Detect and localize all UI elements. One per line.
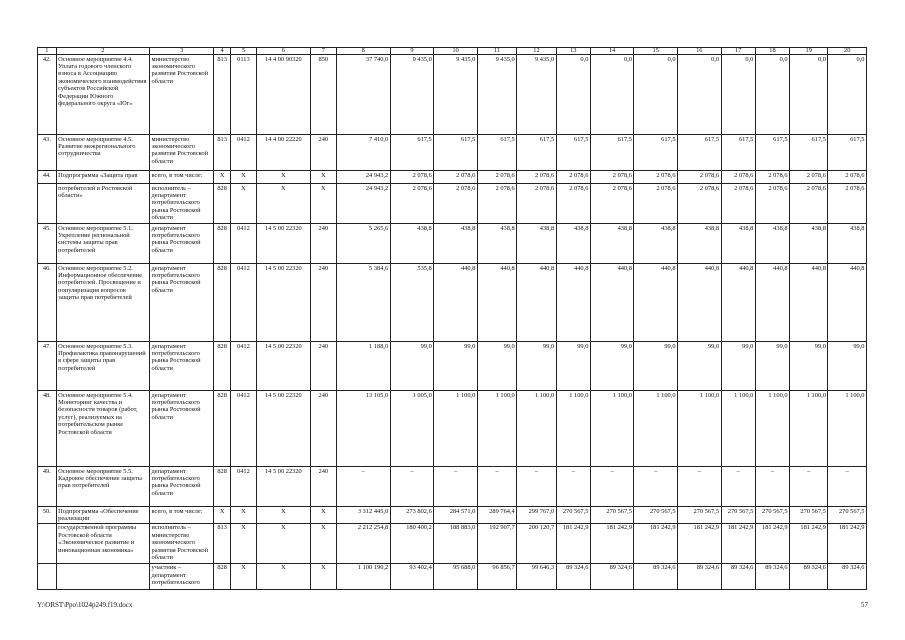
column-number-cell: 6 [256,48,310,55]
year-amount-cell: 181 242,9 [556,523,590,563]
year-amount-cell: 438,8 [390,224,434,264]
year-amount-cell: 89 324,6 [828,563,867,589]
file-path: Y:\ORST\Ppo\1024p249.f19.docx [37,601,133,609]
year-amount-cell: 0,0 [634,55,678,135]
year-amount-cell: 440,8 [590,264,634,342]
row-number-cell: 46. [38,264,57,342]
executor-cell: департамент потребительского рынка Ростовской области [150,264,214,342]
activity-name-cell: Основное мероприятие 4.4. Уплата годового членского взноса в Ассоциацию экономического взаимодействия субъектов Российской Федерации Южного федерального округа «Юг» [56,55,149,135]
expense-type-cell: 240 [310,264,336,342]
year-amount-cell: 2 078,6 [517,184,556,224]
year-amount-cell: 1 100,0 [556,391,590,467]
year-amount-cell: 9 435,0 [517,55,556,135]
year-amount-cell: 181 242,9 [828,523,867,563]
section-code-cell: 0412 [230,264,256,342]
year-amount-cell: 1 100,0 [755,391,789,467]
column-number-cell: 10 [434,48,478,55]
executor-cell: всего, в том числе: [150,507,214,524]
executor-cell: участник – департамент потребительского [150,563,214,589]
row-number-cell: 47. [38,342,57,391]
activity-name-cell: потребителей в Ростовской области» [56,184,149,224]
year-amount-cell: 535,8 [390,264,434,342]
year-amount-cell: 270 567,5 [721,507,755,524]
activity-name-cell: Основное мероприятие 5.1. Укрепление региональной системы защиты прав потребителей [56,224,149,264]
year-amount-cell: 438,8 [477,224,516,264]
total-amount-cell: 37 740,0 [336,55,390,135]
row-number-cell [38,563,57,589]
year-amount-cell: – [434,467,478,507]
column-number-cell: 14 [590,48,634,55]
expense-type-cell: 240 [310,467,336,507]
year-amount-cell: 95 688,0 [434,563,478,589]
year-amount-cell: 192 907,7 [477,523,516,563]
year-amount-cell: 2 078,6 [721,171,755,184]
table-row [38,507,867,524]
year-amount-cell: 617,5 [755,135,789,171]
year-amount-cell: 1 100,0 [790,391,828,467]
year-amount-cell: 99,0 [678,342,722,391]
target-article-cell: 14 5 00 22320 [256,342,310,391]
activity-name-cell: Основное мероприятие 5.2. Информационное обеспечение потребителей. Просвещение и популяризация вопросов защиты прав потребителей [56,264,149,342]
total-amount-cell: 13 105,0 [336,391,390,467]
grbs-cell: 813 [214,135,231,171]
year-amount-cell: 0,0 [678,55,722,135]
year-amount-cell: 2 078,6 [434,171,478,184]
year-amount-cell: 1 100,0 [678,391,722,467]
year-amount-cell: 188 883,0 [434,523,478,563]
year-amount-cell: 9 435,0 [434,55,478,135]
row-number-cell: 50. [38,507,57,524]
total-amount-cell: 3 312 445,0 [336,507,390,524]
total-amount-cell: 24 943,2 [336,171,390,184]
year-amount-cell: 617,5 [678,135,722,171]
year-amount-cell: 440,8 [634,264,678,342]
year-amount-cell: – [634,467,678,507]
year-amount-cell: 181 242,9 [755,523,789,563]
year-amount-cell: 438,8 [634,224,678,264]
target-article-cell: Х [256,507,310,524]
expense-type-cell: Х [310,523,336,563]
year-amount-cell: 617,5 [828,135,867,171]
year-amount-cell: 99,0 [590,342,634,391]
year-amount-cell: 89 324,6 [721,563,755,589]
year-amount-cell: 89 324,6 [634,563,678,589]
year-amount-cell: 438,8 [556,224,590,264]
year-amount-cell: 2 078,6 [790,171,828,184]
column-number-cell: 13 [556,48,590,55]
column-number-cell: 8 [336,48,390,55]
year-amount-cell: 0,0 [590,55,634,135]
year-amount-cell: 99 646,3 [517,563,556,589]
grbs-cell: 828 [214,391,231,467]
year-amount-cell: – [390,467,434,507]
activity-name-cell: Подпрограмма «Обеспечение реализации [56,507,149,524]
expense-type-cell: 240 [310,135,336,171]
year-amount-cell: 438,8 [828,224,867,264]
year-amount-cell: 270 567,5 [828,507,867,524]
target-article-cell: Х [256,171,310,184]
year-amount-cell: 99,0 [556,342,590,391]
target-article-cell: 14 5 00 22320 [256,224,310,264]
year-amount-cell: 440,8 [556,264,590,342]
section-code-cell: 0113 [230,55,256,135]
grbs-cell: 828 [214,264,231,342]
row-number-cell [38,184,57,224]
year-amount-cell: – [678,467,722,507]
year-amount-cell: 0,0 [755,55,789,135]
column-number-cell: 4 [214,48,231,55]
section-code-cell: Х [230,523,256,563]
column-number-cell: 17 [721,48,755,55]
year-amount-cell: – [755,467,789,507]
year-amount-cell: 0,0 [556,55,590,135]
year-amount-cell: 438,8 [590,224,634,264]
year-amount-cell: 89 324,6 [556,563,590,589]
year-amount-cell: 1 100,0 [477,391,516,467]
year-amount-cell: 99,0 [477,342,516,391]
year-amount-cell: 2 078,6 [790,184,828,224]
year-amount-cell: 2 078,6 [390,184,434,224]
activity-name-cell: государственной программы Ростовской области «Экономическое развитие и инновационная экономика» [56,523,149,563]
section-code-cell: Х [230,563,256,589]
year-amount-cell: 9 435,0 [390,55,434,135]
activity-name-cell: Основное мероприятие 5.4. Мониторинг качества и безопасности товаров (работ, услуг), реализуемых на потребительском рынке Ростовской области [56,391,149,467]
year-amount-cell: 1 100,0 [517,391,556,467]
year-amount-cell: 270 567,5 [755,507,789,524]
year-amount-cell: 181 242,9 [790,523,828,563]
year-amount-cell: 270 567,5 [678,507,722,524]
year-amount-cell: 438,8 [790,224,828,264]
year-amount-cell: 270 567,5 [556,507,590,524]
section-code-cell: 0412 [230,342,256,391]
year-amount-cell: 440,8 [434,264,478,342]
year-amount-cell: 99,0 [634,342,678,391]
grbs-cell: 828 [214,342,231,391]
table-row [38,55,867,135]
column-number-cell: 11 [477,48,516,55]
row-number-cell: 45. [38,224,57,264]
header-row [38,48,867,55]
grbs-cell: Х [214,507,231,524]
year-amount-cell: – [721,467,755,507]
expense-type-cell: Х [310,184,336,224]
year-amount-cell: 617,5 [477,135,516,171]
year-amount-cell: – [477,467,516,507]
grbs-cell: 828 [214,467,231,507]
grbs-cell: 813 [214,523,231,563]
year-amount-cell: 99,0 [390,342,434,391]
executor-cell: исполнитель – министерство экономического развития Ростовской области [150,523,214,563]
grbs-cell: 828 [214,563,231,589]
year-amount-cell: – [556,467,590,507]
year-amount-cell: 617,5 [556,135,590,171]
column-number-cell: 5 [230,48,256,55]
target-article-cell: 14 5 00 22320 [256,264,310,342]
grbs-cell: 828 [214,184,231,224]
executor-cell: всего, в том числе: [150,171,214,184]
column-number-cell: 7 [310,48,336,55]
year-amount-cell: 617,5 [790,135,828,171]
year-amount-cell: 2 078,6 [590,184,634,224]
year-amount-cell: 93 402,4 [390,563,434,589]
year-amount-cell: 1 100,0 [590,391,634,467]
year-amount-cell: 2 078,6 [721,184,755,224]
year-amount-cell: 270 567,5 [590,507,634,524]
grbs-cell: 828 [214,224,231,264]
year-amount-cell: 2 078,6 [678,184,722,224]
year-amount-cell: 440,8 [828,264,867,342]
year-amount-cell: 0,0 [721,55,755,135]
executor-cell: департамент потребительского рынка Ростовской области [150,467,214,507]
total-amount-cell: 5 265,6 [336,224,390,264]
year-amount-cell: 89 324,6 [755,563,789,589]
year-amount-cell: 200 120,7 [517,523,556,563]
year-amount-cell: – [790,467,828,507]
year-amount-cell: – [517,467,556,507]
year-amount-cell: 617,5 [390,135,434,171]
activity-name-cell: Основное мероприятие 4.5. Развитие межрегионального сотрудничества [56,135,149,171]
section-code-cell: 0412 [230,391,256,467]
year-amount-cell: 0,0 [828,55,867,135]
section-code-cell: Х [230,184,256,224]
year-amount-cell: 0,0 [790,55,828,135]
year-amount-cell: 617,5 [634,135,678,171]
column-number-cell: 1 [38,48,57,55]
row-number-cell: 48. [38,391,57,467]
year-amount-cell: 2 078,6 [755,171,789,184]
year-amount-cell: 181 242,9 [590,523,634,563]
year-amount-cell: 2 078,6 [590,171,634,184]
total-amount-cell: 5 384,6 [336,264,390,342]
year-amount-cell: 2 078,6 [755,184,789,224]
target-article-cell: Х [256,523,310,563]
year-amount-cell: 9 435,0 [477,55,516,135]
table-row [38,563,867,589]
page-number: 57 [861,601,868,609]
year-amount-cell: 438,8 [721,224,755,264]
grbs-cell: 813 [214,55,231,135]
expense-type-cell: 240 [310,342,336,391]
table-row [38,135,867,171]
year-amount-cell: 181 242,9 [634,523,678,563]
table-row [38,467,867,507]
executor-cell: исполнитель – департамент потребительского рынка Ростовской области [150,184,214,224]
column-number-cell: 15 [634,48,678,55]
year-amount-cell: 1 100,0 [721,391,755,467]
activity-name-cell: Подпрограмма «Защита прав [56,171,149,184]
year-amount-cell: 617,5 [590,135,634,171]
year-amount-cell: 1 100,0 [828,391,867,467]
total-amount-cell: 2 212 254,8 [336,523,390,563]
year-amount-cell: 438,8 [678,224,722,264]
year-amount-cell: 289 764,4 [477,507,516,524]
activity-name-cell: Основное мероприятие 5.5. Кадровое обеспечение защиты прав потребителей [56,467,149,507]
column-number-cell: 9 [390,48,434,55]
row-number-cell: 42. [38,55,57,135]
column-number-cell: 12 [517,48,556,55]
section-code-cell: 0412 [230,224,256,264]
table-row [38,523,867,563]
year-amount-cell: 1 100,0 [434,391,478,467]
column-number-cell: 18 [755,48,789,55]
year-amount-cell: 99,0 [721,342,755,391]
year-amount-cell: 89 324,6 [590,563,634,589]
target-article-cell: 14 4 00 22220 [256,135,310,171]
expense-type-cell: Х [310,563,336,589]
section-code-cell: Х [230,507,256,524]
year-amount-cell: 617,5 [434,135,478,171]
year-amount-cell: 89 324,6 [678,563,722,589]
year-amount-cell: 438,8 [755,224,789,264]
year-amount-cell: 438,8 [434,224,478,264]
target-article-cell: 14 5 00 22320 [256,467,310,507]
row-number-cell: 44. [38,171,57,184]
expense-type-cell: Х [310,171,336,184]
year-amount-cell: 2 078,6 [556,184,590,224]
column-number-cell: 16 [678,48,722,55]
activity-name-cell: Основное мероприятие 5.3. Профилактика правонарушений в сфере защиты прав потребителей [56,342,149,391]
executor-cell: департамент потребительского рынка Ростовской области [150,342,214,391]
year-amount-cell: 440,8 [790,264,828,342]
year-amount-cell: 440,8 [678,264,722,342]
column-number-cell: 20 [828,48,867,55]
year-amount-cell: 2 078,6 [828,184,867,224]
expense-type-cell: 240 [310,391,336,467]
expense-type-cell: Х [310,507,336,524]
year-amount-cell: 181 242,9 [678,523,722,563]
activity-name-cell [56,563,149,589]
table-row [38,184,867,224]
year-amount-cell: 2 078,6 [828,171,867,184]
year-amount-cell: 1 005,0 [390,391,434,467]
year-amount-cell: 2 078,6 [517,171,556,184]
table-row [38,391,867,467]
section-code-cell: Х [230,171,256,184]
executor-cell: департамент потребительского рынка Ростовской области [150,224,214,264]
year-amount-cell: – [828,467,867,507]
column-number-cell: 19 [790,48,828,55]
year-amount-cell: 2 078,6 [390,171,434,184]
expense-type-cell: 850 [310,55,336,135]
year-amount-cell: 99,0 [755,342,789,391]
row-number-cell: 43. [38,135,57,171]
row-number-cell [38,523,57,563]
budget-table-page [37,47,867,590]
year-amount-cell: 617,5 [517,135,556,171]
row-number-cell: 49. [38,467,57,507]
target-article-cell: Х [256,563,310,589]
column-number-cell: 3 [150,48,214,55]
year-amount-cell: 99,0 [828,342,867,391]
table-row [38,171,867,184]
year-amount-cell: 299 767,0 [517,507,556,524]
table-row [38,342,867,391]
target-article-cell: 14 5 00 22320 [256,391,310,467]
year-amount-cell: 270 567,5 [634,507,678,524]
column-number-cell: 2 [56,48,149,55]
year-amount-cell: 438,8 [517,224,556,264]
executor-cell: министерство экономического развития Ростовской области [150,135,214,171]
year-amount-cell: 440,8 [517,264,556,342]
year-amount-cell: 99,0 [790,342,828,391]
year-amount-cell: 270 567,5 [790,507,828,524]
executor-cell: департамент потребительского рынка Ростовской области [150,391,214,467]
section-code-cell: 0412 [230,135,256,171]
total-amount-cell: – [336,467,390,507]
year-amount-cell: 99,0 [517,342,556,391]
table-row [38,264,867,342]
year-amount-cell: 2 078,6 [634,184,678,224]
year-amount-cell: 440,8 [755,264,789,342]
executor-cell: министерство экономического развития Ростовской области [150,55,214,135]
total-amount-cell: 24 943,2 [336,184,390,224]
total-amount-cell: 1 100 190,2 [336,563,390,589]
year-amount-cell: 2 078,6 [634,171,678,184]
year-amount-cell: 89 324,6 [790,563,828,589]
year-amount-cell: 2 078,6 [477,184,516,224]
year-amount-cell: 273 802,6 [390,507,434,524]
year-amount-cell: 180 400,2 [390,523,434,563]
table-row [38,224,867,264]
year-amount-cell: 284 571,0 [434,507,478,524]
expense-type-cell: 240 [310,224,336,264]
year-amount-cell: 99,0 [434,342,478,391]
year-amount-cell: 2 078,6 [477,171,516,184]
grbs-cell: Х [214,171,231,184]
year-amount-cell: 2 078,6 [678,171,722,184]
target-article-cell: Х [256,184,310,224]
year-amount-cell: 2 078,6 [556,171,590,184]
year-amount-cell: 617,5 [721,135,755,171]
year-amount-cell: 96 856,7 [477,563,516,589]
total-amount-cell: 7 410,0 [336,135,390,171]
budget-table [37,47,867,590]
year-amount-cell: 1 100,0 [634,391,678,467]
year-amount-cell: 181 242,9 [721,523,755,563]
total-amount-cell: 1 188,0 [336,342,390,391]
year-amount-cell: 440,8 [477,264,516,342]
year-amount-cell: 2 078,6 [434,184,478,224]
year-amount-cell: – [590,467,634,507]
target-article-cell: 14 4 00 90320 [256,55,310,135]
section-code-cell: 0412 [230,467,256,507]
year-amount-cell: 440,8 [721,264,755,342]
